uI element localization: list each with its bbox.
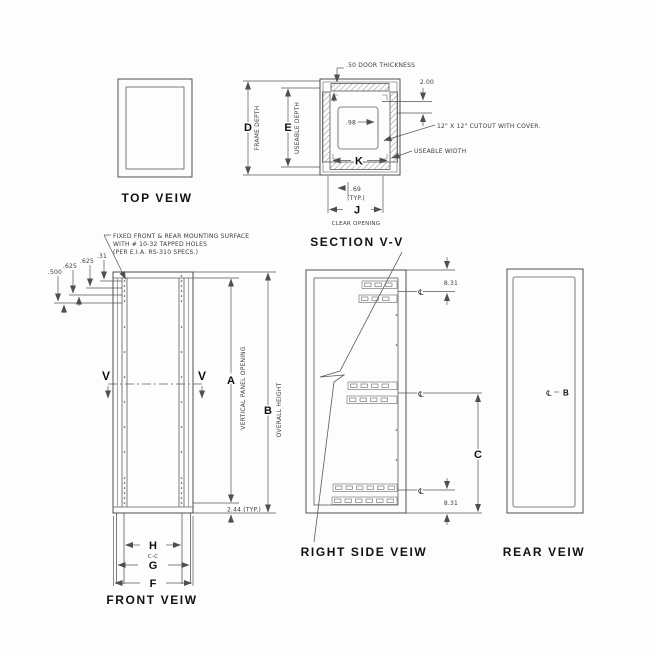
dim-244-label: 2.44 (TYP.) [226, 506, 262, 514]
section-arrow-v-left: V [101, 369, 111, 383]
mounting-slot-bands [332, 281, 397, 505]
frame-depth-label: FRAME DEPTH [254, 105, 261, 151]
cutout-outline [338, 107, 378, 149]
right-side-view [301, 252, 482, 559]
typ-label: (TYP.) [347, 195, 365, 202]
right-view-title: RIGHT SIDE VEIW [300, 545, 428, 559]
dim-98-label: .98 [345, 119, 356, 127]
depth-dimensions [243, 81, 320, 175]
dim-letter-g: G [148, 560, 158, 572]
useable-width-label: USEABLE WIDTH [414, 148, 467, 155]
front-view-title: FRONT VEIW [106, 593, 198, 607]
dim-831-bottom-label: 8.31 [443, 500, 459, 507]
rail-holes [124, 275, 183, 504]
useable-depth-label: USEABLE DEPTH [294, 101, 301, 155]
dim-letter-j: J [353, 204, 361, 217]
dim-letter-c: C [474, 449, 482, 461]
dim-letter-d: D [244, 122, 252, 134]
section-arrow-v-right: V [197, 369, 207, 383]
rear-view-outer-outline [507, 269, 583, 513]
dim-500-label: .500 [47, 269, 63, 276]
dim-31-label: .31 [96, 253, 108, 260]
mounting-note-line3: (PER E.I.A. RS-310 SPECS.) [113, 249, 199, 256]
rear-view-title: REAR VEIW [502, 545, 586, 559]
top-view-inner-outline [126, 87, 184, 169]
section-door [331, 84, 389, 92]
dim-625b-label: .625 [79, 258, 95, 265]
dim-letter-e: E [284, 122, 292, 134]
centerline-symbol-bottom: ℄ [418, 487, 424, 496]
clear-opening-label: CLEAR OPENING [331, 221, 381, 227]
centerline-symbol-top: ℄ [418, 288, 424, 297]
door-thickness-label: .50 DOOR THICKNESS [346, 62, 416, 69]
top-view [118, 79, 193, 205]
top-view-outer-outline [118, 79, 192, 177]
cutout-note-label: 12" X 12" CUTOUT WITH COVER. [437, 123, 541, 130]
dim-200-label: 2.00 [419, 79, 435, 86]
section-right-wall [390, 92, 398, 162]
centerline-symbol-rear: ℄ [546, 389, 552, 398]
dim-letter-b: B [264, 405, 272, 417]
section-view-title: SECTION V-V [310, 235, 404, 249]
dim-625a-label: .625 [62, 263, 78, 270]
mounting-note-line2: WITH # 10-32 TAPPED HOLES [113, 241, 208, 248]
dim-69-label: .69 [350, 186, 362, 193]
dim-831-top-label: 8.31 [443, 280, 459, 287]
dim-letter-f: F [149, 578, 157, 590]
break-line [314, 252, 402, 542]
dim-letter-a: A [227, 375, 235, 387]
front-frame-outline [113, 272, 193, 513]
overall-height-label: OVERALL HEIGHT [276, 382, 283, 438]
right-view-inner-outline [314, 278, 398, 505]
dim-letter-h: H [149, 540, 157, 552]
front-view [48, 233, 283, 607]
vertical-panel-opening-label: VERTICAL PANEL OPENING [240, 346, 247, 430]
section-view [310, 62, 540, 249]
mounting-note-line1: FIXED FRONT & REAR MOUNTING SURFACE [113, 233, 250, 240]
right-view-outer-outline [306, 270, 406, 513]
rear-b-marker: B [563, 388, 569, 398]
cc-label: C-C [147, 554, 159, 560]
top-view-title: TOP VEIW [121, 191, 193, 205]
section-left-wall [323, 92, 331, 162]
dim-letter-k: K [355, 155, 363, 168]
centerline-symbol-mid: ℄ [418, 390, 424, 399]
rear-view [503, 269, 585, 559]
